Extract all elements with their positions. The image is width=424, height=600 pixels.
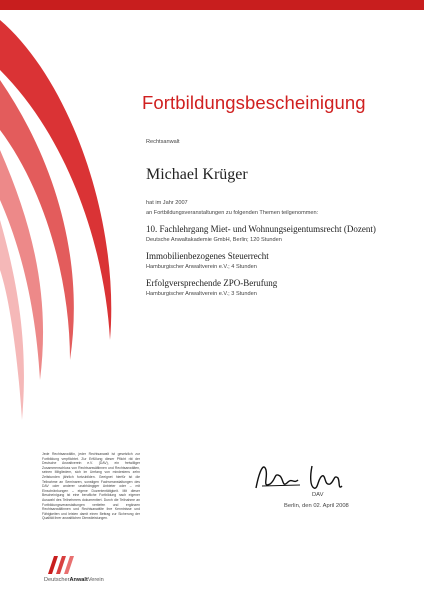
profession-label: Rechtsanwalt	[146, 139, 180, 145]
dav-org-name: DeutscherAnwaltVerein	[44, 577, 104, 583]
course-title: 10. Fachlehrgang Miet- und Wohnungseigentumsrecht (Dozent)	[146, 224, 376, 234]
course-list	[146, 224, 406, 305]
dav-logo-icon	[44, 552, 84, 576]
intro-line-year: hat im Jahr 2007	[146, 200, 188, 206]
course-provider: Deutsche Anwaltakademie GmbH, Berlin; 120 Stunden	[146, 237, 282, 243]
course-title: Immobilienbezogenes Steuerrecht	[146, 251, 269, 261]
course-title: Erfolgversprechende ZPO-Berufung	[146, 278, 278, 288]
course-item	[146, 278, 406, 298]
certificate-title: Fortbildungsbescheinigung	[142, 92, 366, 113]
legal-notice: Jede Rechtsanwältin, jeder Rechtsanwalt ist gesetzlich zur Fortbildung verpflichtet. Zur Erfüllung dieser Pflicht rät der Deutsche Anwaltverein e.V. (DAV), ein freiwilliger Zusammenschluss von Rechtsanwältinnen und Rechtsanwälten, seinen Mitgliedern, sich im Umfang von mindestens zehn Zeitstunden jährlich fortzubilden. Geeignet hierfür ist die Teilnahme an Seminaren, sonstigen Fachveranstaltungen des DAV oder anderer unabhängiger Anbieter oder – mit Einschränkungen – eigene Dozententätigkeit. Mit dieser Bescheinigung ist eine berufliche Fortbildung nach eigener Auswahl des Teilnehmers dokumentiert. Durch die Teilnahme an Fortbildungsveranstaltungen vertiefen und ergänzen Rechtsanwältinnen und Rechtsanwälte ihre Kenntnisse und Fähigkeiten und leisten damit einen Beitrag zur Sicherung der Qualität ihrer anwaltlichen Dienstleistungen.	[42, 452, 140, 521]
intro-text	[146, 198, 318, 218]
course-item	[146, 251, 406, 271]
intro-line-participation: an Fortbildungsveranstaltungen zu folgenden Themen teilgenommen:	[146, 210, 319, 216]
recipient-name: Michael Krüger	[146, 166, 248, 183]
signature-icon	[252, 458, 352, 498]
course-provider: Hamburgischer Anwaltverein e.V.; 3 Stunden	[146, 291, 257, 297]
place-date: Berlin, den 02. April 2008	[284, 503, 349, 509]
course-item	[146, 224, 406, 244]
signature-org: DAV	[312, 492, 324, 498]
course-provider: Hamburgischer Anwaltverein e.V.; 4 Stunden	[146, 264, 257, 270]
